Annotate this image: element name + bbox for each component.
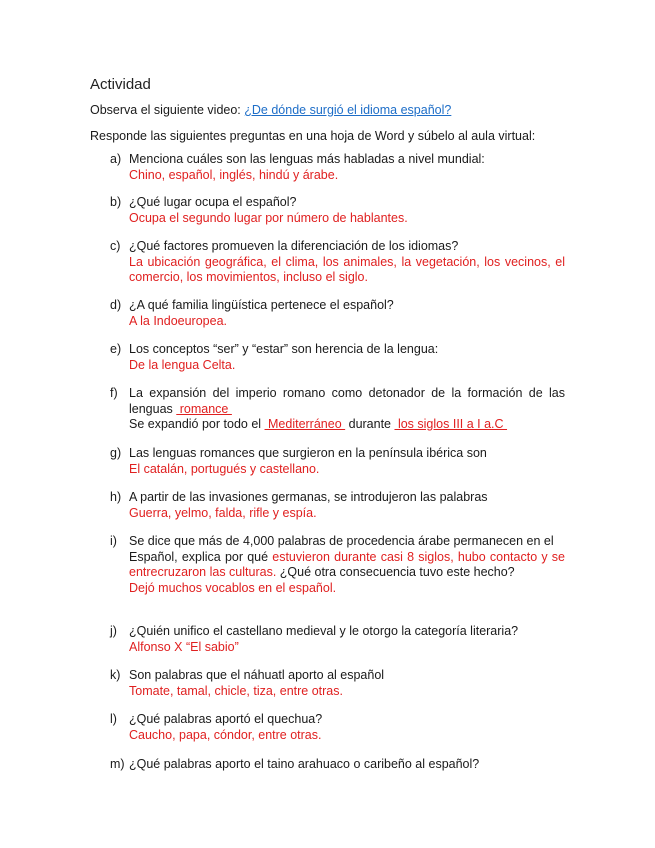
answer-text: Dejó muchos vocablos en el español. [129,580,337,595]
question-a [90,152,565,183]
question-text: ¿Qué palabras aporto el taino arahuaco o caribeño al español? [129,757,480,771]
question-text: Son palabras que el náhuatl aporto al español [129,668,385,682]
question-text: Se dice que más de 4,000 palabras de procedencia árabe permanecen en el [129,534,554,548]
page-title: Actividad [90,76,151,93]
question-marker: e) [110,342,122,356]
question-marker: k) [110,668,121,682]
question-text-part: La expansión del imperio romano como detonador de la formación de las lenguas [129,386,565,416]
question-f [90,386,565,433]
answer-text: Alfonso X “El sabio” [129,639,239,654]
question-text: Los conceptos “ser” y “estar” son herencia de la lengua: [129,342,439,356]
answer-text: El catalán, portugués y castellano. [129,461,320,476]
question-k [90,668,565,699]
intro-text: Observa el siguiente video: [90,103,245,117]
intro-line [90,103,451,117]
question-text: ¿A qué familia lingüística pertenece el español? [129,298,394,312]
answer-text: Caucho, papa, cóndor, entre otras. [129,727,322,742]
question-text: ¿Qué lugar ocupa el español? [129,195,297,209]
question-i [90,534,565,596]
question-text-part: ¿Qué otra consecuencia tuvo este hecho? [276,565,515,579]
question-text-part: Se expandió por todo el [129,417,265,431]
question-d [90,298,565,329]
question-marker: l) [110,712,117,726]
video-link[interactable]: ¿De dónde surgió el idioma español? [244,103,452,117]
fill-blank-2: Mediterráneo [264,417,346,431]
question-marker: i) [110,534,117,548]
question-marker: m) [110,757,125,771]
question-j [90,624,565,655]
answer-text: A la Indoeuropea. [129,313,227,328]
question-m [90,757,565,773]
answer-text: La ubicación geográfica, el clima, los animales, la vegetación, los vecinos, el comercio, los movimientos, incluso el siglo. [129,254,565,284]
question-marker: a) [110,152,122,166]
question-text: A partir de las invasiones germanas, se introdujeron las palabras [129,490,488,504]
answer-text: Chino, español, inglés, hindú y árabe. [129,167,339,182]
fill-blank-1: romance [176,401,232,416]
answer-text: Guerra, yelmo, falda, rifle y espía. [129,505,317,520]
question-text-line2 [129,417,565,433]
instruction-text: Responde las siguientes preguntas en una hoja de Word y súbelo al aula virtual: [90,129,536,143]
question-text: ¿Qué palabras aportó el quechua? [129,712,323,726]
inline-answer: estuvieron durante casi 8 siglos, hubo contacto y se entrecruzaron las culturas. [129,549,565,579]
question-marker: h) [110,490,122,504]
question-marker: b) [110,195,122,209]
question-text: Menciona cuáles son las lenguas más habladas a nivel mundial: [129,152,485,166]
question-l [90,712,565,743]
fill-blank-3: los siglos III a I a.C [394,417,508,431]
answer-text: De la lengua Celta. [129,357,236,372]
question-text: ¿Qué factores promueven la diferenciación de los idiomas? [129,239,459,253]
question-e [90,342,565,373]
answer-text: Ocupa el segundo lugar por número de hablantes. [129,210,408,225]
question-marker: f) [110,386,118,400]
question-c [90,239,565,286]
question-text-line2 [129,550,565,581]
question-b [90,195,565,226]
answer-text: Tomate, tamal, chicle, tiza, entre otras. [129,683,343,698]
question-text-part: Español, explica por qué [129,549,273,564]
question-g [90,446,565,477]
question-marker: d) [110,298,122,312]
question-text [129,386,565,417]
question-marker: g) [110,446,122,460]
question-text-part: durante [345,417,395,431]
question-marker: c) [110,239,121,253]
question-marker: j) [110,624,117,638]
question-h [90,490,565,521]
question-text: Las lenguas romances que surgieron en la península ibérica son [129,446,487,460]
question-text: ¿Quién unifico el castellano medieval y le otorgo la categoría literaria? [129,624,519,638]
